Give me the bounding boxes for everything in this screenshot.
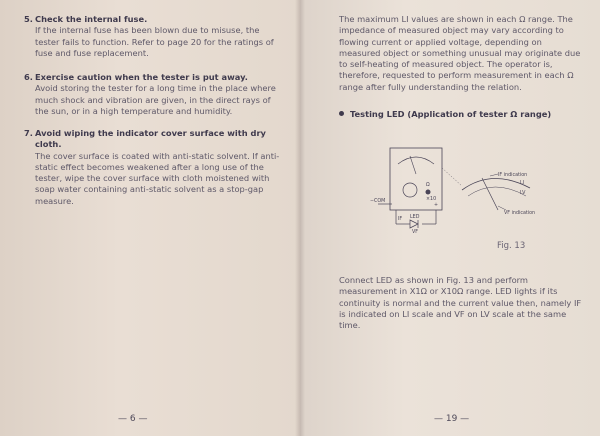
page-number-right: — 19 —	[434, 414, 470, 424]
item-number: 5.	[24, 14, 33, 24]
label-vf-side: VF	[412, 230, 419, 235]
item-number: 7.	[24, 128, 33, 138]
figure-caption: Fig. 13	[497, 241, 526, 251]
paragraph-led-connect: Connect LED as shown in Fig. 13 and perform measurement in X1Ω or X10Ω range. LED lights if its continuity is normal and the current value then, namely IF is indicated on LI scale and VF on LV scale at the same time.	[339, 275, 582, 331]
terminal-jack	[426, 190, 431, 195]
vf-leader-line	[498, 206, 506, 210]
paragraph-max-li: The maximum LI values are shown in each Ω range. The impedance of measured object may vary according to flowing current or applied voltage, depending on measured object or something unusual may originate due to self-heating of measured object. The operator is, therefore, requested to perform measurement in each Ω range after fully understanding the relation.	[339, 14, 581, 92]
book-gutter	[295, 0, 305, 436]
if-leader-line	[490, 174, 498, 176]
section-heading: Testing LED (Application of tester Ω range)	[350, 109, 552, 119]
label-if-indication: IF indication	[498, 173, 528, 178]
item-number: 6.	[24, 72, 33, 82]
instruction-item-6	[24, 72, 286, 117]
label-vf-indication: VF indication	[504, 211, 536, 216]
led-test-figure	[370, 140, 545, 235]
scale-detail-needle	[482, 178, 498, 210]
meter-needle	[410, 156, 416, 174]
item-body: The cover surface is coated with anti-static solvent. If anti-static effect becomes weakened after a long use of the tester, wipe the cover surface with cloth moistened with soap water containing anti-static solvent as a stop-gap measure.	[35, 150, 280, 206]
meter-scale-arc	[398, 157, 434, 164]
label-if-side: IF	[398, 217, 403, 222]
label-ohm: Ω	[426, 183, 430, 188]
scale-detail-arc-inner	[468, 187, 526, 196]
label-x10: ×10	[426, 197, 437, 202]
instruction-item-5	[24, 14, 286, 59]
page-number-left: — 6 —	[118, 414, 148, 424]
item-title: Exercise caution when the tester is put away.	[35, 72, 248, 82]
item-title: Avoid wiping the indicator cover surface with dry cloth.	[35, 128, 266, 150]
label-com: −COM	[370, 199, 386, 204]
item-title: Check the internal fuse.	[35, 14, 148, 24]
label-plus: +	[434, 203, 439, 208]
detail-callout-line	[442, 168, 462, 186]
range-dial	[403, 183, 417, 197]
label-led: LED	[410, 215, 420, 220]
item-body: If the internal fuse has been blown due to misuse, the tester fails to function. Refer to page 20 for the ratings of fuse and fuse replacement.	[35, 25, 274, 58]
label-scale-li: LI	[520, 181, 525, 186]
label-scale-lv: LV	[520, 191, 526, 196]
bullet-icon	[339, 111, 344, 116]
led-icon	[410, 220, 418, 228]
item-body: Avoid storing the tester for a long time in the place where much shock and vibration are given, in the direct rays of the sun, or in a high temperature and humidity.	[35, 83, 276, 116]
instruction-item-7	[24, 128, 286, 207]
